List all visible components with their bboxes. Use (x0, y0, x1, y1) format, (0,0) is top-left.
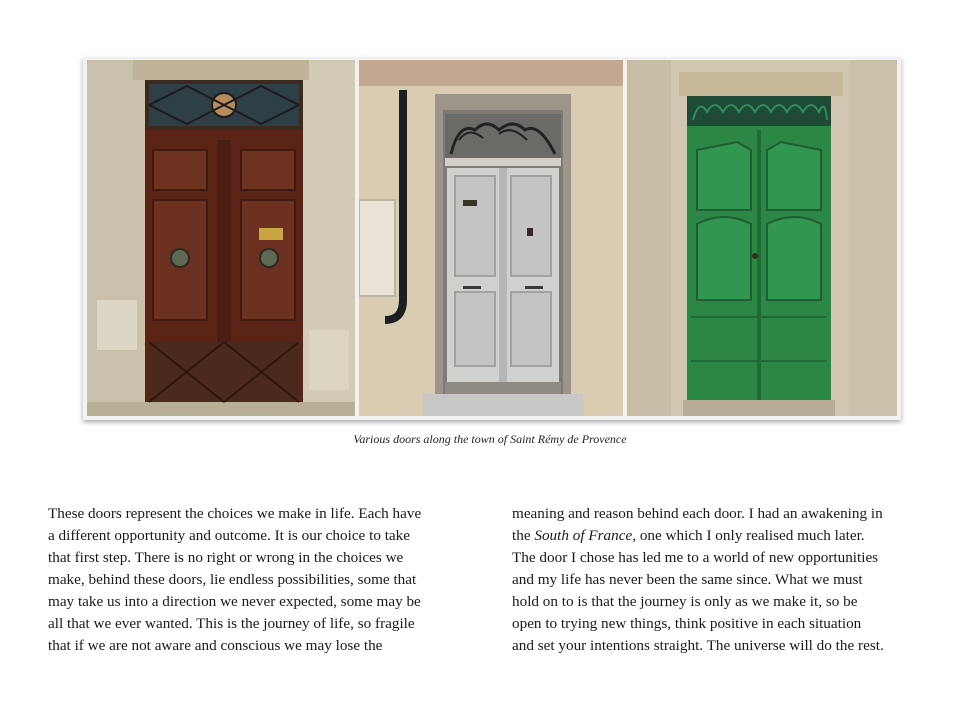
body-line: may take us into a direction we never expected, some may be (48, 593, 421, 610)
body-line: all that we ever wanted. This is the journey of life, so fragile (48, 615, 415, 632)
body-column-right (512, 503, 942, 657)
brown-door-photo (87, 60, 355, 416)
body-line: and my life has never been the same since. What we must (512, 571, 863, 588)
body-line: These doors represent the choices we make in life. Each have (48, 505, 422, 522)
body-line: that if we are not aware and conscious we may lose the (48, 637, 383, 654)
body-line: and set your intentions straight. The universe will do the rest. (512, 637, 884, 654)
body-text: the (512, 527, 535, 544)
white-door-photo (359, 60, 623, 416)
body-line: hold on to is that the journey is only as we make it, so be (512, 593, 858, 610)
body-line: a different opportunity and outcome. It is our choice to take (48, 527, 411, 544)
body-line-emphasis (512, 525, 942, 547)
body-column-left (48, 503, 488, 657)
body-text: , one which I only realised much later. (632, 527, 865, 544)
body-line: The door I chose has led me to a world of new opportunities (512, 549, 879, 566)
green-door-photo (627, 60, 897, 416)
place-emphasis: South of France (534, 527, 633, 544)
body-line: make, behind these doors, lie endless possibilities, some that (48, 571, 417, 588)
photo-collage (83, 58, 901, 420)
photo-caption (0, 432, 980, 447)
body-line: open to trying new things, think positive in each situation (512, 615, 862, 632)
caption-prefix: Various doors along the town of (353, 432, 511, 446)
body-line: that first step. There is no right or wrong in the choices we (48, 549, 404, 566)
caption-place: Saint Rémy de Provence (510, 432, 627, 446)
body-line: meaning and reason behind each door. I had an awakening in (512, 505, 883, 522)
